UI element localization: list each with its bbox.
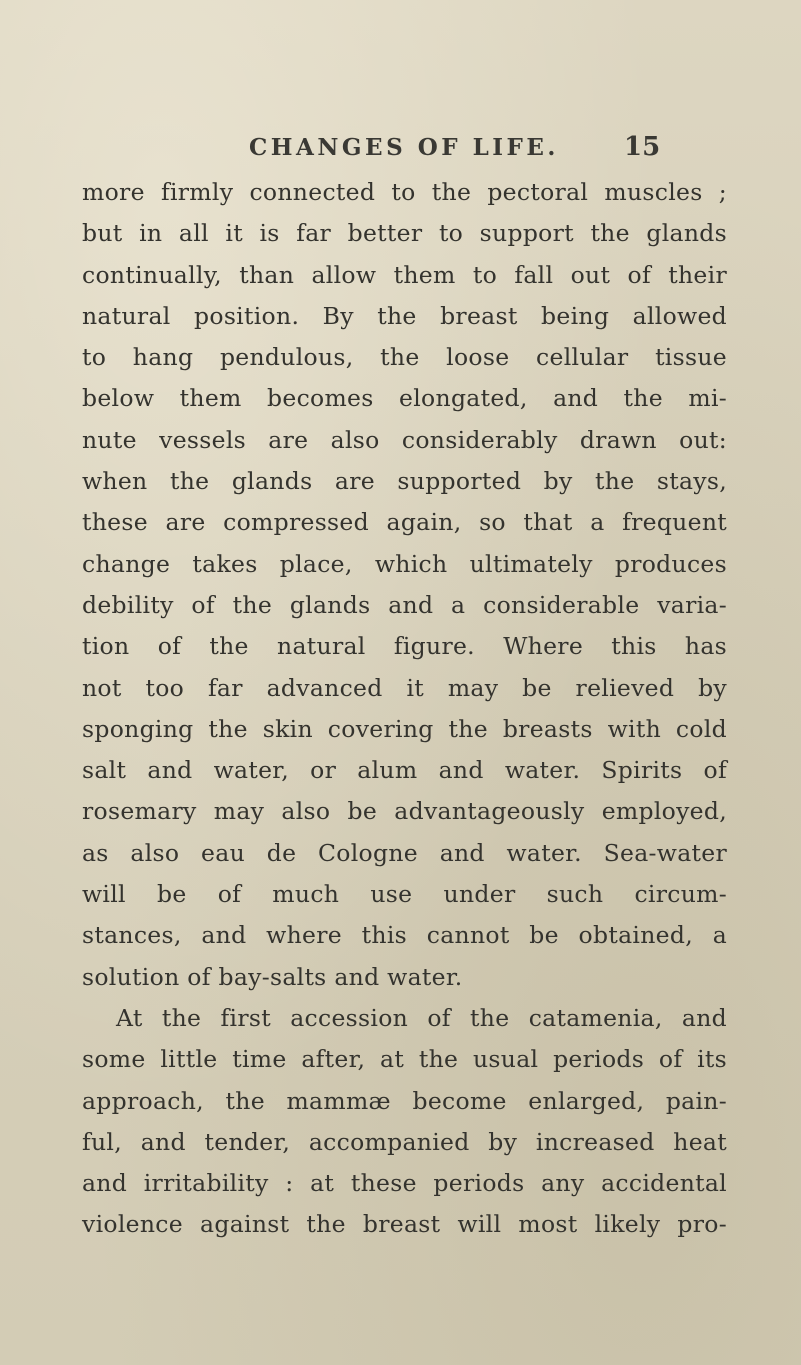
text-line: as also eau de Cologne and water. Sea-water bbox=[82, 838, 727, 867]
text-line: below them becomes elongated, and the mi- bbox=[82, 384, 727, 413]
text-line: will be of much use under such circum- bbox=[82, 880, 727, 909]
text-line: ful, and tender, accompanied by increased heat bbox=[82, 1127, 727, 1156]
running-title: CHANGES OF LIFE. bbox=[249, 134, 559, 161]
text-line: debility of the glands and a considerable varia- bbox=[82, 590, 727, 619]
text-line: change takes place, which ultimately produces bbox=[82, 549, 727, 578]
body-text bbox=[82, 172, 727, 1246]
text-line: sponging the skin covering the breasts with cold bbox=[82, 714, 727, 743]
text-line: more firmly connected to the pectoral muscles ; bbox=[82, 178, 727, 206]
running-head bbox=[0, 130, 801, 170]
text-line: natural position. By the breast being allowed bbox=[82, 301, 727, 330]
page-number: 15 bbox=[624, 132, 661, 162]
text-line: continually, than allow them to fall out of their bbox=[82, 260, 727, 289]
text-line: rosemary may also be advantageously employed, bbox=[82, 797, 727, 826]
text-line: salt and water, or alum and water. Spirits of bbox=[82, 756, 727, 785]
text-line: but in all it is far better to support the glands bbox=[82, 219, 727, 248]
text-line: violence against the breast will most likely pro- bbox=[82, 1210, 727, 1239]
text-line: approach, the mammæ become enlarged, pain- bbox=[82, 1086, 727, 1115]
text-line: stances, and where this cannot be obtained, a bbox=[82, 921, 727, 950]
text-line: to hang pendulous, the loose cellular tissue bbox=[82, 343, 727, 372]
text-line-paragraph-end: solution of bay-salts and water. bbox=[82, 962, 463, 991]
text-line: not too far advanced it may be relieved by bbox=[82, 673, 727, 702]
text-line: nute vessels are also considerably drawn out: bbox=[82, 425, 727, 454]
text-line: some little time after, at the usual periods of its bbox=[82, 1045, 727, 1074]
text-line: and irritability : at these periods any accidental bbox=[82, 1169, 727, 1198]
text-line-paragraph-start: At the first accession of the catamenia, and bbox=[116, 1003, 727, 1032]
text-line: when the glands are supported by the stays, bbox=[82, 467, 727, 496]
text-line: these are compressed again, so that a frequent bbox=[82, 508, 727, 537]
text-line: tion of the natural figure. Where this has bbox=[82, 632, 727, 661]
